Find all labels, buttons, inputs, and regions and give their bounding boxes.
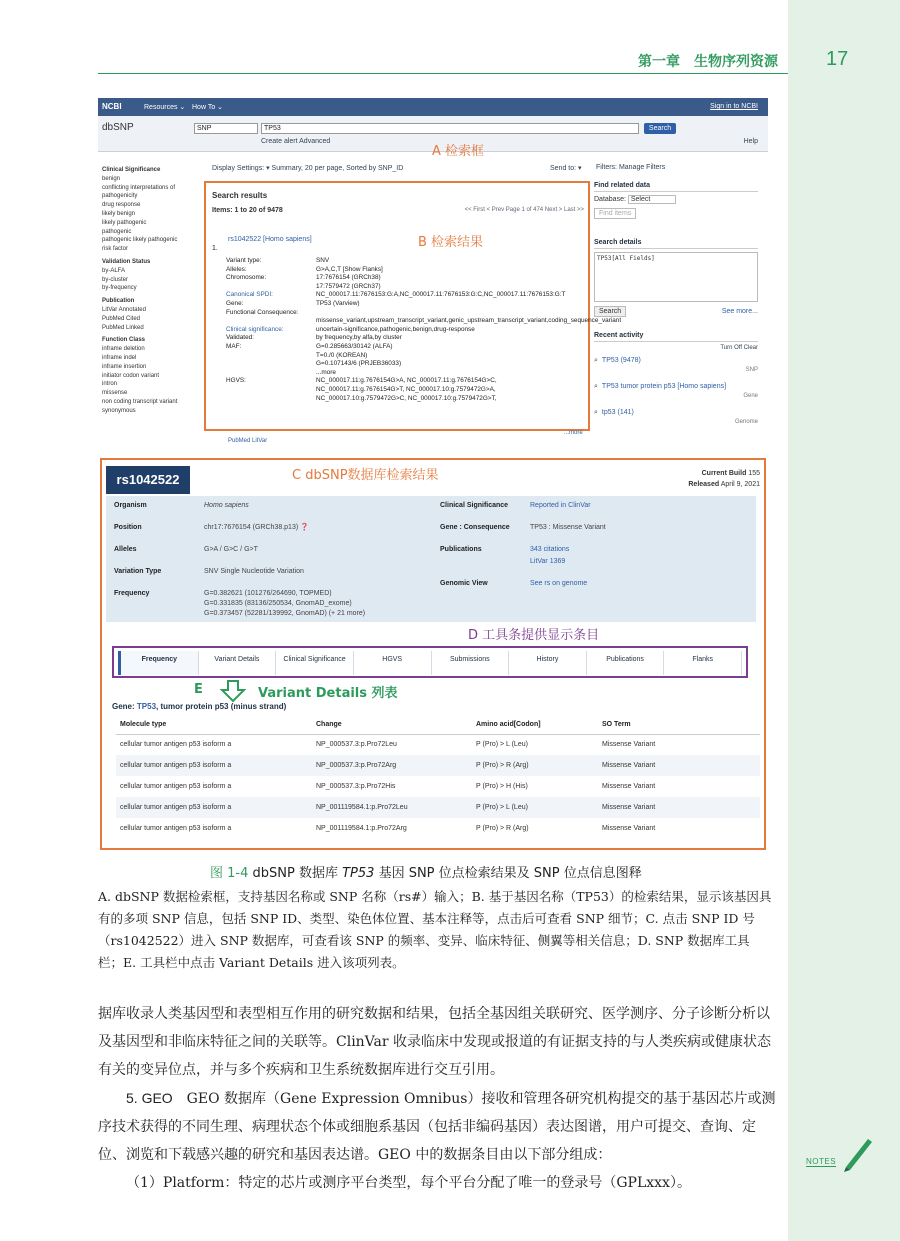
column-header[interactable]: Molecule type	[116, 716, 312, 734]
help-link[interactable]: Help	[743, 138, 758, 145]
field-row	[226, 317, 622, 326]
snp-detail-box	[100, 458, 766, 850]
annotation-b: B 检索结果	[418, 235, 484, 250]
build-info	[688, 468, 760, 490]
field-row	[226, 369, 586, 378]
pen-icon	[806, 1133, 878, 1173]
table-row	[116, 755, 760, 776]
nav-filter-item[interactable]: PubMed Linked	[102, 324, 144, 331]
find-related-title: Find related data	[594, 182, 758, 192]
field-key: MAF:	[226, 342, 242, 350]
gene-prefix: Gene:	[112, 702, 137, 711]
more-link[interactable]: ...more	[564, 430, 583, 436]
summary-key: Position	[114, 524, 142, 531]
snp-id-badge: rs1042522	[106, 466, 190, 494]
summary-row	[114, 502, 434, 510]
table-cell: cellular tumor antigen p53 isoform a	[120, 741, 232, 749]
figure-caption	[210, 862, 642, 881]
table-cell: P (Pro) > L (Leu)	[472, 797, 598, 818]
nav-filter-item[interactable]: drug response	[102, 202, 141, 209]
recent-db: Genome	[734, 419, 758, 425]
field-row	[226, 377, 586, 386]
summary-row	[440, 558, 740, 566]
notes-label: NOTES	[806, 1157, 837, 1166]
field-row	[226, 386, 586, 395]
nav-heading: Clinical Significance	[102, 167, 161, 173]
snp-summary-panel	[106, 496, 756, 622]
field-value: by frequency,by alfa,by cluster	[316, 334, 402, 342]
ncbi-top-bar	[98, 98, 768, 116]
field-value: 17:7676154 (GRCh38)	[316, 274, 381, 282]
results-title: Search results	[212, 191, 268, 200]
field-key: Chromosome:	[226, 274, 267, 282]
table-row	[116, 797, 760, 818]
field-value: G>A,C,T [Show Flanks]	[316, 265, 383, 273]
field-row	[226, 283, 586, 292]
field-row	[226, 291, 586, 300]
summary-value[interactable]: 343 citations	[530, 546, 570, 553]
field-value: SNV	[316, 257, 330, 264]
filters-link[interactable]: Filters: Manage Filters	[596, 164, 666, 171]
gene-rest: , tumor protein p53 (minus strand)	[156, 702, 287, 711]
nav-filter-item[interactable]: benign	[102, 175, 121, 182]
released-label: Released	[688, 481, 720, 488]
nav-filter-item[interactable]: by-cluster	[102, 276, 129, 283]
field-key: Alleles:	[226, 265, 247, 273]
field-value: uncertain-significance,pathogenic,benign,drug-response	[316, 325, 475, 333]
summary-value: G>A / G>C / G>T	[204, 546, 258, 553]
field-key	[226, 386, 316, 395]
notes-mark	[806, 1133, 878, 1173]
nav-heading: Publication	[102, 298, 135, 305]
signin-link[interactable]: Sign in to NCBI	[710, 103, 758, 110]
frequency-line: G=0.331835 (83136/250534, GnomAD_exome)	[204, 600, 352, 607]
recent-list	[594, 357, 758, 429]
summary-row	[440, 546, 740, 554]
database-select[interactable]: Select	[628, 195, 676, 204]
gene-line	[112, 702, 286, 711]
down-arrow-icon	[220, 680, 246, 702]
ncbi-logo[interactable]: NCBI	[102, 102, 122, 111]
table-cell: NP_000537.3:p.Pro72His	[316, 783, 396, 790]
table-cell: cellular tumor antigen p53 isoform a	[116, 797, 312, 818]
summary-value: chr17:7676154 (GRCh38.p13) ❓	[204, 524, 309, 531]
summary-row	[440, 502, 740, 510]
annotation-a: A 检索框	[432, 144, 485, 159]
display-settings[interactable]: Display Settings: ▾ Summary, 20 per page, Sorted by SNP_ID	[212, 165, 404, 172]
table-row	[116, 734, 760, 755]
summary-key: Alleles	[114, 546, 137, 553]
send-to[interactable]: Send to: ▾	[550, 165, 582, 172]
nav-filter-item[interactable]: inframe deletion	[102, 346, 145, 353]
nav-heading: Function Class	[102, 337, 146, 344]
summary-key: Variation Type	[114, 568, 162, 575]
recent-db: SNP	[745, 367, 758, 373]
paragraph-1: 据库收录人类基因型和表型相互作用的研究数据和结果，包括全基因组关联研究、医学测序、分子诊断分析以及基因型和非临床特征之间的关联等。ClinVar 收录临床中发现或报道的有证据支持的与人类疾病或健康状态有关的变异位点，并与多个疾病和卫生系统数据库进行交互引用。	[98, 1006, 771, 1078]
table-cell: P (Pro) > R (Arg)	[476, 825, 529, 832]
frequency-line: G=0.373457 (52281/139992, GnomAD) (+ 21 more)	[204, 610, 366, 617]
paragraph-3: （1）Platform：特定的芯片或测序平台类型，每个平台分配了唯一的登录号（GPLxxx）。	[126, 1175, 691, 1191]
table-cell: Missense Variant	[602, 825, 656, 832]
tab-publications[interactable]: Publications	[587, 651, 665, 675]
table-cell: cellular tumor antigen p53 isoform a	[120, 783, 232, 790]
caption-post: 基因 SNP 位点检索结果及 SNP 位点信息图释	[374, 866, 642, 881]
nav-filter-item[interactable]: initiator codon variant	[102, 372, 160, 379]
summary-key: Frequency	[114, 590, 150, 597]
nav-filter-item[interactable]: by-ALFA	[102, 267, 126, 274]
field-row	[226, 326, 586, 335]
nav-filter-item[interactable]: pathogenic likely pathogenic	[102, 237, 178, 244]
field-value: ...more	[316, 368, 336, 376]
caption-description: A. dbSNP 数据检索框，支持基因名称或 SNP 名称（rs#）输入；B. 基于基因名称（TP53）的检索结果，显示该基因具有的多项 SNP 信息，包括 SNP ID、类型、染色体位置、基本注释等，点击后可查看 SNP 细节；C. 点击 SNP ID 号（rs1042522）进入 SNP 数据库，可查看该 SNP 的频率、变异、临床特征、侧翼等相关信息；D. SNP 数据库工具栏；E. 工具栏中点击 Variant Details 进入该项列表。	[98, 889, 772, 970]
pubmed-links[interactable]: PubMed LitVar	[228, 438, 268, 444]
field-row	[226, 334, 586, 343]
table-cell: P (Pro) > L (Leu)	[476, 741, 528, 749]
recent-text[interactable]: TP53 (9478)	[601, 357, 641, 364]
field-row	[226, 395, 586, 404]
field-key	[226, 352, 316, 361]
field-row	[226, 343, 586, 352]
search-input[interactable]: TP53	[261, 123, 639, 134]
gene-symbol[interactable]: TP53	[136, 702, 157, 711]
field-row	[226, 309, 586, 318]
margin-strip	[788, 0, 900, 1241]
field-row	[226, 257, 586, 266]
resources-menu[interactable]: Resources ⌄	[144, 104, 186, 111]
field-row	[226, 352, 586, 361]
paragraph-2	[98, 1084, 776, 1169]
field-key	[226, 369, 316, 378]
page-number: 17	[826, 48, 849, 70]
nav-filter-item[interactable]: non coding transcript variant	[102, 398, 178, 405]
nav-filter-item[interactable]: PubMed Cited	[102, 315, 141, 322]
tab-clinical-significance[interactable]: Clinical Significance	[276, 651, 354, 675]
recent-activity-title: Recent activity	[594, 332, 758, 342]
field-key: Canonical SPDI:	[226, 291, 273, 299]
summary-row	[114, 568, 434, 576]
table-cell: P (Pro) > R (Arg)	[472, 755, 598, 776]
nav-filter-item[interactable]: pathogenic	[102, 228, 132, 235]
current-build-value: 155	[748, 470, 760, 477]
annotation-c: C dbSNP数据库检索结果	[292, 468, 439, 483]
tab-flanks[interactable]: Flanks	[664, 651, 742, 675]
summary-row	[114, 524, 434, 532]
summary-key: Clinical Significance	[440, 502, 509, 509]
db-name: dbSNP	[102, 122, 134, 133]
summary-key: Genomic View	[440, 580, 488, 587]
table-cell: Missense Variant	[602, 741, 656, 749]
db-select[interactable]: SNP	[194, 123, 258, 134]
nav-filter-item[interactable]: inframe indel	[102, 354, 137, 361]
variant-details-table	[116, 716, 760, 839]
field-key	[226, 283, 316, 292]
summary-row	[440, 580, 740, 588]
section-5-title: 5. GEO	[126, 1090, 173, 1106]
table-row	[116, 776, 760, 797]
tab-hgvs[interactable]: HGVS	[354, 651, 432, 675]
field-value: G=0.107143/6 (PRJEB36033)	[316, 360, 402, 368]
field-value: TP53 (Varview)	[316, 299, 360, 307]
table-cell: NP_001119584.1:p.Pro72Arg	[316, 825, 407, 832]
tab-submissions[interactable]: Submissions	[432, 651, 510, 675]
summary-key: Publications	[440, 546, 482, 553]
table-cell: P (Pro) > H (His)	[476, 783, 528, 790]
snp-tabs	[118, 651, 742, 675]
right-column	[594, 182, 758, 429]
recent-db: Gene	[743, 393, 758, 399]
search-icon: ⌕	[594, 383, 598, 390]
toolbar-box	[112, 646, 748, 678]
nav-filter-item[interactable]: by-frequency	[102, 285, 137, 292]
field-value: NC_000017.11:g.7676154G>T, NC_000017.10:g.7579472G>A,	[316, 385, 496, 393]
column-header[interactable]: SO Term	[598, 716, 760, 734]
search-button[interactable]: Search	[644, 123, 676, 134]
field-key: Functional Consequence:	[226, 308, 299, 316]
header-rule	[98, 73, 788, 74]
see-more-link[interactable]: See more...	[721, 308, 758, 315]
summary-value: TP53 : Missense Variant	[530, 524, 606, 531]
figure-number: 图 1-4	[210, 866, 249, 881]
tab-variant-details[interactable]: Variant Details	[199, 651, 277, 675]
recent-item[interactable]	[594, 409, 758, 429]
field-row	[226, 300, 586, 309]
column-header[interactable]: Amino acid[Codon]	[472, 716, 598, 734]
table-cell: Missense Variant	[602, 783, 656, 790]
result-index: 1.	[212, 245, 218, 252]
summary-value: SNV Single Nucleotide Variation	[204, 568, 304, 575]
summary-left	[114, 502, 434, 632]
nav-heading: Validation Status	[102, 258, 151, 265]
field-row	[226, 274, 586, 283]
search-details-title: Search details	[594, 239, 758, 249]
summary-key: Gene : Consequence	[440, 524, 510, 531]
field-value: 17:7579472 (GRCh37)	[316, 282, 381, 290]
field-value: missense_variant,upstream_transcript_variant,genic_upstream_transcript_variant,coding_sequence_variant	[316, 317, 622, 325]
table-row	[116, 818, 760, 839]
annotation-e: E	[194, 682, 203, 697]
field-value: T=0./0 (KOREAN)	[316, 351, 368, 359]
summary-value[interactable]: See rs on genome	[530, 580, 588, 587]
column-header[interactable]: Change	[312, 716, 472, 734]
chapter-header: 第一章 生物序列资源	[638, 54, 778, 70]
summary-key: Organism	[114, 502, 147, 509]
results-count: Items: 1 to 20 of 9478	[212, 207, 283, 214]
current-build-label: Current Build	[701, 470, 747, 477]
table-cell: cellular tumor antigen p53 isoform a	[116, 755, 312, 776]
table-cell: NP_000537.3:p.Pro72Arg	[312, 755, 472, 776]
figure-1-4	[98, 98, 768, 850]
field-key: HGVS:	[226, 377, 246, 385]
caption-gene: TP53	[342, 866, 375, 881]
body-text	[98, 1000, 776, 1197]
turn-off-clear[interactable]: Turn Off Clear	[720, 345, 758, 351]
field-value: NC_000017.11:7676153:G:A,NC_000017.11:7676153:G:C,NC_000017.11:7676153:G:T	[316, 291, 566, 299]
table-cell: NP_000537.3:p.Pro72Leu	[316, 741, 397, 749]
summary-right	[440, 502, 740, 602]
search-details-button[interactable]: Search	[594, 306, 626, 317]
field-key: Validated:	[226, 334, 254, 342]
field-value	[316, 309, 586, 318]
tab-frequency[interactable]: Frequency	[118, 651, 199, 675]
field-value: G=0.285663/30142 (ALFA)	[316, 342, 393, 350]
summary-row	[440, 524, 740, 532]
summary-value[interactable]: Reported in ClinVar	[530, 502, 591, 509]
field-key: Clinical significance:	[226, 325, 284, 333]
find-items-button[interactable]: Find items	[594, 208, 636, 219]
alert-links[interactable]: Create alert Advanced	[261, 138, 331, 145]
results-pager[interactable]: << First < Prev Page 1 of 474 Next > Last >>	[464, 207, 584, 213]
field-key: Variant type:	[226, 257, 262, 264]
summary-value: G=0.382621 (101276/264690, TOPMED)	[204, 590, 332, 597]
left-filter-nav	[102, 162, 198, 416]
nav-filter-item[interactable]: conflicting interpretations of pathogenicity	[102, 184, 176, 200]
field-key	[226, 360, 316, 369]
search-icon: ⌕	[594, 357, 598, 364]
howto-menu[interactable]: How To ⌄	[192, 104, 224, 111]
released-value: April 9, 2021	[720, 481, 760, 488]
nav-filter-item[interactable]: risk factor	[102, 246, 129, 253]
nav-filter-item[interactable]: inframe insertion	[102, 363, 147, 370]
search-details-box[interactable]: TP53[All Fields]	[594, 252, 758, 302]
field-value: NC_000017.11:g.7676154G>A, NC_000017.11:g.7676154G>C,	[316, 377, 497, 385]
database-label: Database:	[594, 196, 626, 203]
table-cell: cellular tumor antigen p53 isoform a	[120, 825, 232, 832]
paragraph-2-text: GEO 数据库（Gene Expression Omnibus）接收和管理各研究机构提交的基于基因芯片或测序技术获得的不同生理、病理状态个体或细胞系基因（包括非编码基因）表达图谱，用户可提交、查询、定位、浏览和下载感兴趣的研究和基因表达谱。GEO 中的数据条目由以下部分组成：	[98, 1091, 776, 1163]
table-cell: Missense Variant	[598, 755, 760, 776]
recent-text[interactable]: TP53 tumor protein p53 [Homo sapiens]	[601, 383, 727, 390]
search-icon: ⌕	[594, 409, 598, 416]
recent-item[interactable]	[594, 383, 758, 403]
annotation-d: D 工具条提供显示条目	[468, 628, 600, 643]
field-value: NC_000017.10:g.7579472G>C, NC_000017.10:g.7579472G>T,	[316, 394, 497, 402]
nav-filter-item[interactable]: likely pathogenic	[102, 219, 147, 226]
field-row	[226, 360, 586, 369]
nav-filter-item[interactable]: missense	[102, 390, 128, 397]
nav-filter-item[interactable]: synonymous	[102, 407, 136, 414]
summary-row	[114, 546, 434, 554]
table-cell: Missense Variant	[598, 797, 760, 818]
recent-item[interactable]	[594, 357, 758, 377]
table-cell: NP_001119584.1:p.Pro72Leu	[312, 797, 472, 818]
field-row	[226, 266, 586, 275]
caption-pre: dbSNP 数据库	[252, 866, 343, 881]
summary-key	[440, 558, 530, 566]
nav-filter-item[interactable]: LitVar Annotated	[102, 306, 146, 313]
summary-value: Homo sapiens	[204, 502, 249, 509]
result-rsid[interactable]: rs1042522 [Homo sapiens]	[228, 236, 312, 243]
field-key	[226, 395, 316, 404]
nav-filter-item[interactable]: likely benign	[102, 210, 136, 217]
summary-value[interactable]: LitVar 1369	[530, 558, 566, 565]
nav-filter-item[interactable]: intron	[102, 381, 118, 388]
field-key: Gene:	[226, 299, 244, 307]
field-key	[226, 317, 316, 326]
tab-history[interactable]: History	[509, 651, 587, 675]
summary-row	[114, 590, 434, 618]
annotation-e-text: Variant Details 列表	[258, 686, 398, 701]
recent-text[interactable]: tp53 (141)	[601, 409, 634, 416]
